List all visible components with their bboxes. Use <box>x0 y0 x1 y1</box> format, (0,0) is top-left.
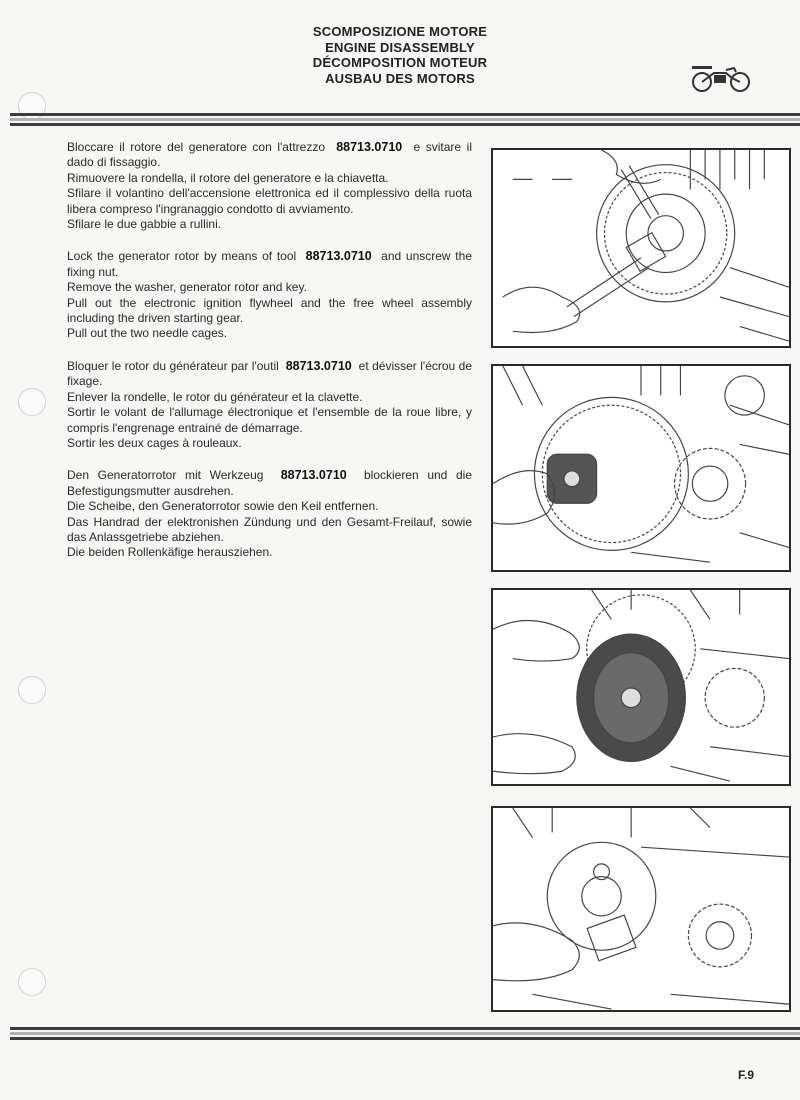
section-english <box>67 249 472 341</box>
it-step-2: Rimuovere la rondella, il rotore del generatore e la chiavetta. <box>67 170 389 185</box>
en-step-4: Pull out the two needle cages. <box>67 326 228 341</box>
tool-code: 88713.0710 <box>305 249 372 264</box>
illustration-remove-flywheel <box>491 588 791 786</box>
fr-step-4: Sortir les deux cages à rouleaux. <box>67 435 242 450</box>
binder-hole <box>18 388 46 416</box>
illustration-remove-rotor <box>491 364 791 572</box>
it-step-3: Sfilare il volantino dell'accensione elettronica ed il complessivo della ruota libera compreso l'ingranaggio condotto di avviamento. <box>67 186 472 216</box>
title-german: AUSBAU DES MOTORS <box>325 70 475 86</box>
binder-hole <box>18 968 46 996</box>
it-step-4: Sfilare le due gabbie a rullini. <box>67 217 222 232</box>
title-italian: SCOMPOSIZIONE MOTORE <box>312 24 488 39</box>
en-step-1: Lock the generator rotor by means of tool 88713.0710 and unscrew the fixing nut. <box>67 249 472 279</box>
footer-rule <box>10 1027 800 1040</box>
title-english: ENGINE DISASSEMBLY <box>325 39 475 55</box>
section-italian <box>67 140 472 232</box>
tool-code: 88713.0710 <box>336 140 403 154</box>
motorcycle-icon <box>690 60 752 96</box>
tool-code: 88713.0710 <box>285 358 352 373</box>
de-step-1: Den Generatorrotor mit Werkzeug 88713.0710 blockieren und die Befestigungsmutter ausdrehen. <box>67 468 472 498</box>
header-rule <box>10 113 800 126</box>
it-step-1: Bloccare il rotore del generatore con l'attrezzo 88713.0710 e svitare il dado di fissaggio. <box>67 140 472 170</box>
title-french: DÉCOMPOSITION MOTEUR <box>312 55 488 70</box>
illustration-remove-needle-cages <box>491 806 791 1012</box>
en-step-2: Remove the washer, generator rotor and key. <box>67 280 307 295</box>
en-step-3: Pull out the electronic ignition flywheel and the free wheel assembly including the driven starting gear. <box>67 295 472 326</box>
fr-step-3: Sortir le volant de l'allumage électronique et l'ensemble de la roue libre, y compris l'engrenage entrainé de démarrage. <box>67 405 472 435</box>
page-title <box>0 24 800 86</box>
instructions-text <box>67 140 472 578</box>
tool-code: 88713.0710 <box>280 468 347 483</box>
binder-hole <box>18 676 46 704</box>
de-step-3: Das Handrad der elektronishen Zündung und den Gesamt-Freilauf, sowie das Anlassgetriebe abziehen. <box>67 514 472 544</box>
de-step-4: Die beiden Rollenkäfige herausziehen. <box>67 545 273 560</box>
illustration-lock-rotor <box>491 148 791 348</box>
fr-step-1: Bloquer le rotor du générateur par l'outil 88713.0710 et dévisser l'écrou de fixage. <box>67 358 473 389</box>
de-step-2: Die Scheibe, den Generatorrotor sowie den Keil entfernen. <box>67 499 379 514</box>
section-german <box>67 468 472 560</box>
fr-step-2: Enlever la rondelle, le rotor du générateur et la clavette. <box>67 389 363 404</box>
page-number: F.9 <box>738 1068 755 1082</box>
section-french <box>67 359 472 451</box>
